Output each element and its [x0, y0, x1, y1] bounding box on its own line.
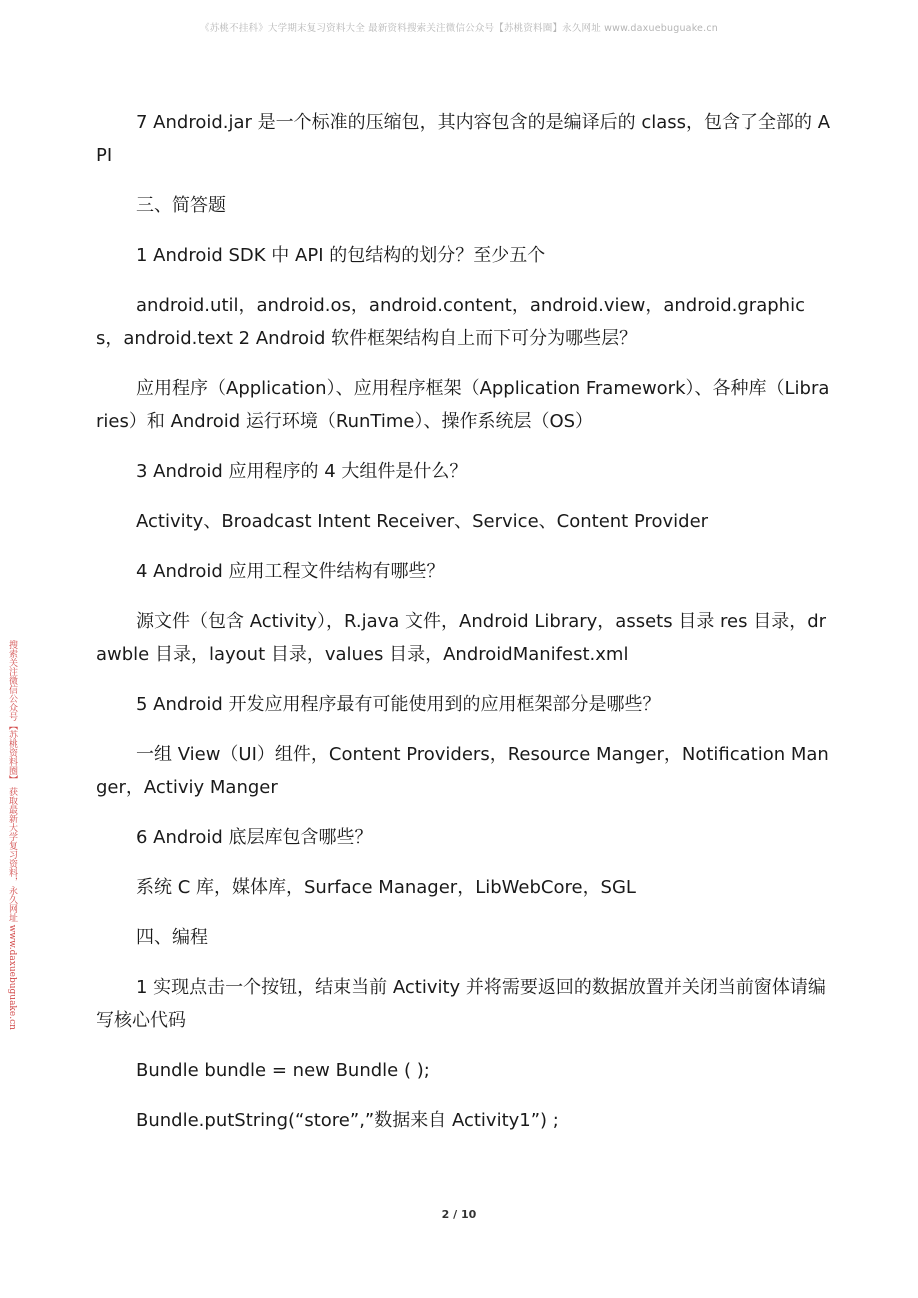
section-heading: 三、简答题: [136, 195, 226, 216]
page-indicator: 2 / 10: [441, 1208, 477, 1221]
answer: 一组 View（UI）组件，Content Providers，Resource Manger，Notification Manger，Activiy Manger: [96, 744, 829, 798]
question: 1 实现点击一个按钮，结束当前 Activity 并将需要返回的数据放置并关闭当前窗体请编写核心代码: [96, 977, 826, 1031]
question: 5 Android 开发应用程序最有可能使用到的应用框架部分是哪些？: [136, 694, 661, 715]
question: 4 Android 应用工程文件结构有哪些？: [136, 561, 445, 582]
paragraph: 7 Android.jar 是一个标准的压缩包，其内容包含的是编译后的 class，包含了全部的 API: [96, 112, 831, 166]
question: 3 Android 应用程序的 4 大组件是什么？: [136, 461, 468, 482]
question: 1 Android SDK 中 API 的包结构的划分？至少五个: [136, 245, 546, 266]
answer: 源文件（包含 Activity），R.java 文件，Android Library，assets 目录 res 目录，drawble 目录，layout 目录，values 目录，AndroidManifest.xml: [96, 611, 827, 665]
answer: 系统 C 库，媒体库，Surface Manager，LibWebCore，SGL: [136, 877, 636, 898]
answer: android.util，android.os，android.content，android.view，android.graphics，android.text 2 Android 软件框架结构自上而下可分为哪些层？: [96, 295, 805, 349]
question: 6 Android 底层库包含哪些？: [136, 827, 373, 848]
answer: 应用程序（Application）、应用程序框架（Application Framework）、各种库（Libraries）和 Android 运行环境（RunTime）、操作系统层（OS）: [96, 378, 830, 432]
code-line: Bundle bundle = new Bundle ( );: [136, 1060, 430, 1081]
code-line: Bundle.putString(“store”,”数据来自 Activity1”) ;: [136, 1110, 559, 1131]
document-body: [96, 106, 832, 1154]
page-header: 《苏桃不挂科》大学期末复习资料大全 最新资料搜索关注微信公众号【苏桃资料圈】永久网址 www.daxuebuguake.cn: [200, 23, 718, 34]
side-watermark: 搜索关注微信公众号【苏桃资料圈】 获取最新大学复习资料，永久网址 www.daxuebuguake.cn: [7, 640, 17, 1030]
section-heading: 四、编程: [136, 927, 208, 948]
answer: Activity、Broadcast Intent Receiver、Service、Content Provider: [136, 511, 709, 532]
